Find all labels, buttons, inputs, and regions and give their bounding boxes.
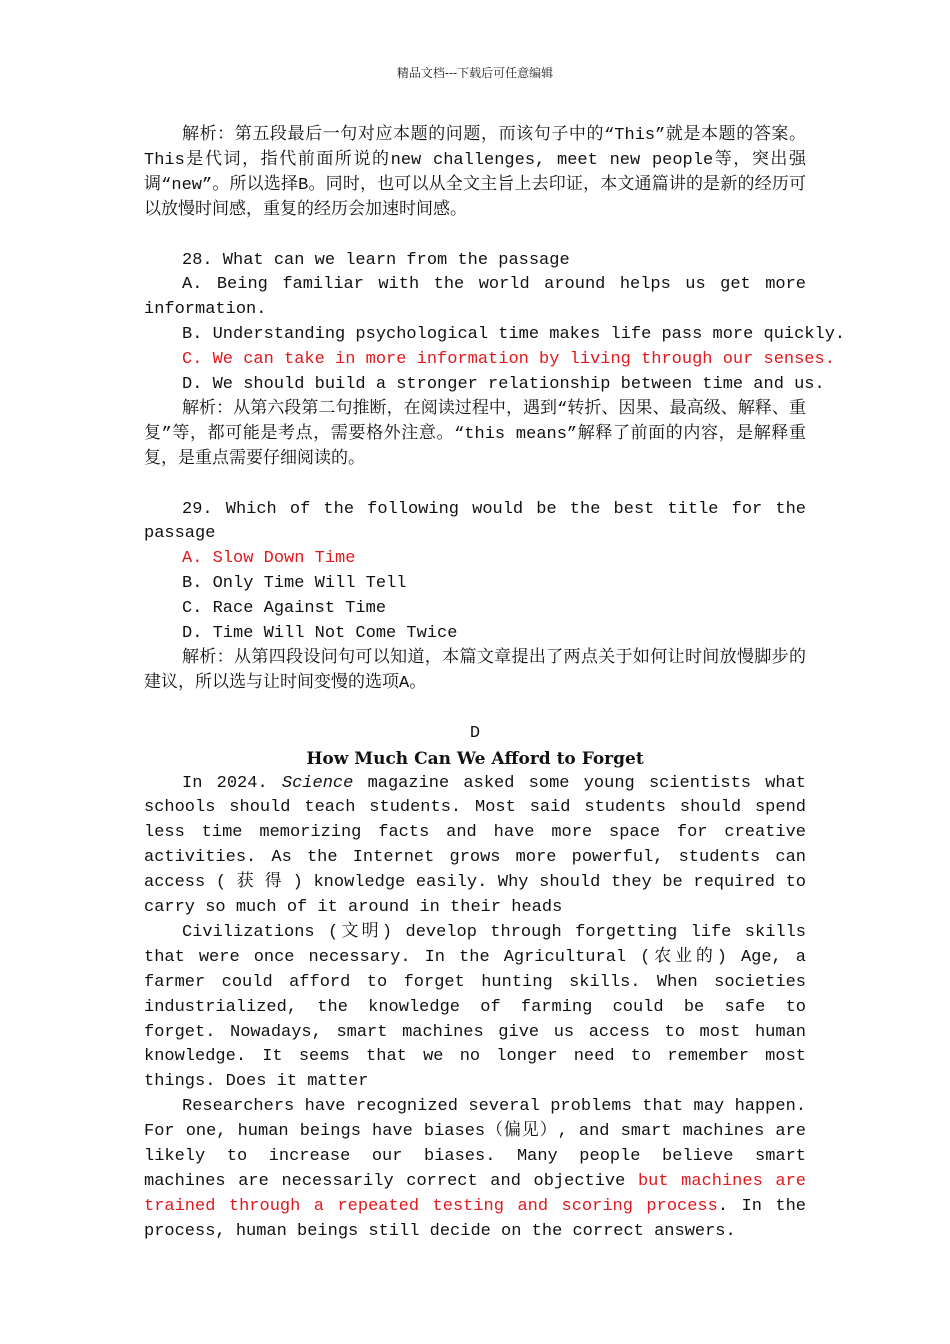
- magazine-name: Science: [281, 773, 354, 793]
- section-letter: D: [469, 723, 481, 743]
- p1-start: In 2024.: [182, 773, 268, 793]
- q28-option-a: A. Being familiar with the world around helps us get more information.: [144, 275, 806, 320]
- q29-option-c: C. Race Against Time: [182, 599, 387, 619]
- p3-end: . In the process, human beings still decide on the correct answers.: [144, 1196, 806, 1241]
- q28-option-d: D. We should build a stronger relationship between time and us.: [182, 375, 825, 395]
- p3-highlight: but machines are trained through a repeated testing and scoring process: [144, 1172, 806, 1216]
- passage-paragraph-1: [144, 772, 806, 921]
- passage-title: How Much Can We Afford to Forget: [306, 748, 644, 769]
- q29-option-b: B. Only Time Will Tell: [182, 574, 407, 594]
- q28-analysis: 解析：从第六段第二句推断，在阅读过程中，遇到“转折、因果、最高级、解释、重复”等，都可能是考点，需要格外注意。“this means”解释了前面的内容，是解释重复，是重点需要仔细阅读的。: [144, 399, 806, 469]
- q27-analysis: 解析：第五段最后一句对应本题的问题，而该句子中的“This”就是本题的答案。This是代词，指代前面所说的new challenges, meet new people等，突出强调“new”。所以选择B。同时，也可以从全文主旨上去印证，本文通篇讲的是新的经历可以放慢时间感，重复的经历会加速时间感。: [144, 126, 806, 220]
- passage-paragraph-3: [144, 1095, 806, 1244]
- q29-option-a-answer: A. Slow Down Time: [182, 549, 356, 569]
- page-header: 精品文档---下载后可任意编辑: [396, 66, 554, 80]
- q29-question: 29. Which of the following would be the best title for the passage: [144, 499, 806, 544]
- q28-option-c-answer: C. We can take in more information by living through our senses.: [182, 350, 835, 370]
- p3-start: Researchers have recognized several problems that may happen. For one, human beings have biases（偏见）, and smart machines are likely to increase our biases. Many people believe smart machines are necessarily correct and objective: [144, 1097, 806, 1192]
- q28-option-b: B. Understanding psychological time makes life pass more quickly.: [182, 325, 846, 345]
- passage-paragraph-2: Civilizations (文明) develop through forgetting life skills that were once necessary. In the Agricultural (农业的) Age, a farmer could afford to forget hunting skills. When societies industrialized, the knowledge of farming could be safe to forget. Nowadays, smart machines give us access to most human knowledge. It seems that we no longer need to remember most things. Does it matter: [144, 922, 806, 1092]
- q29-option-d: D. Time Will Not Come Twice: [182, 624, 458, 644]
- q29-analysis: 解析：从第四段设问句可以知道，本篇文章提出了两点关于如何让时间放慢脚步的建议，所以选与让时间变慢的选项A。: [144, 649, 806, 693]
- p1-rest: magazine asked some young scientists what schools should teach students. Most said students should spend less time memorizing facts and have more space for creative activities. As the Internet grows more powerful, students can access ( 获 得 ) knowledge easily. Why should they be required to carry so much of it around in their heads: [144, 773, 807, 918]
- q28-question: 28. What can we learn from the passage: [182, 250, 570, 270]
- document-body: [144, 124, 846, 1245]
